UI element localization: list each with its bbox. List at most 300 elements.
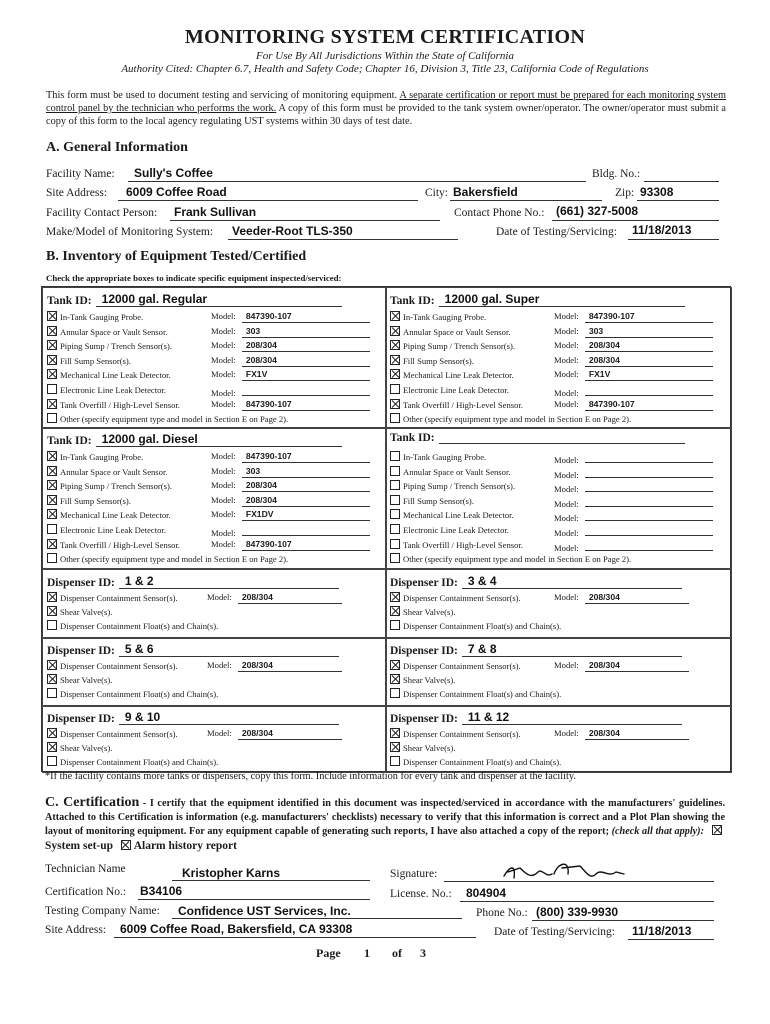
model-label: Model: bbox=[554, 528, 579, 538]
dispenser-id-value[interactable]: 1 & 2 bbox=[119, 574, 339, 589]
equipment-checkbox[interactable] bbox=[390, 524, 400, 534]
dispenser-item-row bbox=[47, 620, 218, 633]
model-label: Model: bbox=[211, 451, 236, 461]
model-value[interactable]: 303 bbox=[585, 326, 713, 338]
equipment-checkbox[interactable] bbox=[390, 756, 400, 766]
intro-paragraph bbox=[46, 89, 726, 128]
tank-item-row bbox=[47, 553, 288, 566]
zip-value[interactable]: 93308 bbox=[640, 185, 674, 199]
equipment-checkbox[interactable] bbox=[390, 384, 400, 394]
equipment-checkbox[interactable] bbox=[47, 728, 57, 738]
model-label: Model: bbox=[211, 340, 236, 351]
equipment-label: Fill Sump Sensor(s). bbox=[403, 355, 474, 366]
company-address-label: Site Address: bbox=[45, 924, 107, 936]
tank-item-row bbox=[47, 413, 288, 426]
dispenser-item-row bbox=[47, 674, 112, 687]
model-field bbox=[211, 480, 370, 492]
dispenser-id-value[interactable]: 11 & 12 bbox=[462, 710, 682, 725]
tank-item-row bbox=[47, 369, 171, 382]
dispenser-id-field bbox=[390, 574, 682, 589]
contact-phone-value[interactable]: (661) 327-5008 bbox=[556, 204, 639, 218]
section-b-heading: B. Inventory of Equipment Tested/Certified bbox=[46, 249, 307, 264]
equipment-grid bbox=[41, 286, 731, 772]
equipment-checkbox[interactable] bbox=[390, 509, 400, 519]
equipment-label: Dispenser Containment Float(s) and Chain(s). bbox=[60, 757, 219, 767]
tank-item-row bbox=[47, 480, 172, 493]
license-value[interactable]: 804904 bbox=[466, 886, 507, 900]
tank-id-value[interactable]: 12000 gal. Regular bbox=[96, 292, 342, 307]
dispenser-box bbox=[385, 569, 732, 639]
model-value[interactable]: 208/304 bbox=[585, 660, 689, 672]
model-value[interactable]: 847390-107 bbox=[242, 311, 370, 323]
dispenser-item-row bbox=[390, 728, 521, 741]
model-label: Model: bbox=[207, 592, 232, 602]
model-value[interactable] bbox=[242, 384, 370, 396]
equipment-label: Dispenser Containment Sensor(s). bbox=[60, 593, 178, 603]
equipment-label: Dispenser Containment Float(s) and Chain(s). bbox=[403, 621, 562, 631]
model-field bbox=[211, 539, 370, 551]
equipment-checkbox[interactable] bbox=[47, 340, 57, 350]
page-total: 3 bbox=[420, 946, 426, 960]
model-field bbox=[554, 495, 713, 509]
tank-item-row bbox=[390, 524, 509, 537]
equipment-checkbox[interactable] bbox=[47, 369, 57, 379]
model-field bbox=[211, 340, 370, 352]
equipment-label: Dispenser Containment Sensor(s). bbox=[403, 593, 521, 603]
model-value[interactable]: FX1DV bbox=[242, 509, 370, 521]
tank-item-row bbox=[390, 384, 509, 397]
tank-box bbox=[385, 287, 732, 429]
model-field bbox=[554, 509, 713, 523]
equipment-checkbox[interactable] bbox=[47, 495, 57, 505]
dispenser-item-row bbox=[47, 592, 178, 605]
tank-id-field bbox=[390, 292, 685, 307]
model-value[interactable] bbox=[585, 509, 713, 521]
equipment-label: Dispenser Containment Float(s) and Chain(s). bbox=[60, 689, 219, 699]
equipment-label: Mechanical Line Leak Detector. bbox=[60, 370, 171, 381]
equipment-checkbox[interactable] bbox=[47, 413, 57, 423]
model-value[interactable]: 208/304 bbox=[242, 495, 370, 507]
tank-item-row bbox=[390, 509, 514, 522]
tank-box bbox=[42, 287, 387, 429]
system-setup-checkbox[interactable] bbox=[712, 825, 722, 835]
technician-signature bbox=[498, 858, 628, 888]
tank-item-row bbox=[47, 539, 180, 552]
tank-id-label: Tank ID: bbox=[47, 435, 92, 447]
model-field bbox=[211, 466, 370, 478]
model-field bbox=[211, 311, 370, 323]
tank-item-row bbox=[390, 495, 474, 508]
tank-item-row bbox=[390, 399, 523, 412]
tank-item-row bbox=[47, 466, 167, 479]
equipment-checkbox[interactable] bbox=[390, 311, 400, 321]
model-value[interactable]: 847390-107 bbox=[242, 399, 370, 411]
tank-item-row bbox=[390, 553, 631, 566]
dispenser-box bbox=[385, 705, 732, 773]
dispenser-item-row bbox=[47, 688, 218, 701]
model-value[interactable]: 208/304 bbox=[238, 728, 342, 740]
model-label: Model: bbox=[554, 469, 579, 480]
equipment-checkbox[interactable] bbox=[47, 742, 57, 752]
equipment-checkbox[interactable] bbox=[390, 592, 400, 602]
model-label: Model: bbox=[554, 592, 579, 602]
model-label: Model: bbox=[211, 388, 236, 398]
dispenser-item-row bbox=[390, 742, 455, 755]
tank-box bbox=[42, 427, 387, 569]
equipment-label: Fill Sump Sensor(s). bbox=[60, 495, 131, 506]
model-label: Model: bbox=[554, 542, 579, 553]
model-label: Model: bbox=[554, 728, 579, 738]
site-address-value[interactable]: 6009 Coffee Road bbox=[126, 185, 227, 199]
dispenser-id-field bbox=[47, 710, 339, 725]
equipment-checkbox[interactable] bbox=[47, 620, 57, 630]
equipment-checkbox[interactable] bbox=[47, 756, 57, 766]
tank-id-value[interactable]: 12000 gal. Diesel bbox=[96, 432, 342, 447]
model-label: Model: bbox=[211, 465, 236, 476]
model-field bbox=[554, 524, 713, 538]
equipment-label: Mechanical Line Leak Detector. bbox=[60, 510, 171, 521]
model-value[interactable]: 208/304 bbox=[242, 355, 370, 367]
dispenser-item-row bbox=[390, 756, 561, 769]
equipment-label: Mechanical Line Leak Detector. bbox=[403, 510, 514, 521]
tank-id-label: Tank ID: bbox=[390, 295, 435, 307]
tank-id-value[interactable]: 12000 gal. Super bbox=[439, 292, 685, 307]
equipment-checkbox[interactable] bbox=[390, 539, 400, 549]
model-value[interactable] bbox=[585, 524, 713, 536]
facility-name-value[interactable]: Sully's Coffee bbox=[134, 166, 213, 180]
equipment-label: In-Tank Gauging Probe. bbox=[403, 312, 487, 322]
equipment-checkbox[interactable] bbox=[390, 413, 400, 423]
equipment-checkbox[interactable] bbox=[390, 451, 400, 461]
tank-item-row bbox=[47, 495, 131, 508]
tank-item-row bbox=[47, 311, 143, 324]
intro-text-1: This form must be used to document testing and servicing of monitoring equipment. bbox=[46, 90, 400, 101]
model-value[interactable]: 208/304 bbox=[585, 340, 713, 352]
contact-phone-label: Contact Phone No.: bbox=[454, 207, 545, 219]
equipment-checkbox[interactable] bbox=[47, 553, 57, 563]
model-field bbox=[554, 539, 713, 553]
equipment-label: Electronic Line Leak Detector. bbox=[403, 525, 509, 535]
model-label: Model: bbox=[207, 660, 232, 670]
equipment-label: Dispenser Containment Sensor(s). bbox=[403, 729, 521, 739]
dispenser-box bbox=[42, 569, 387, 639]
dispenser-id-field bbox=[390, 642, 682, 657]
equipment-checkbox[interactable] bbox=[47, 660, 57, 670]
equipment-checkbox[interactable] bbox=[47, 524, 57, 534]
company-address-value[interactable]: 6009 Coffee Road, Bakersfield, CA 93308 bbox=[120, 922, 353, 936]
equipment-label: Piping Sump / Trench Sensor(s). bbox=[403, 341, 515, 352]
equipment-label: Other (specify equipment type and model in Section E on Page 2). bbox=[403, 554, 632, 565]
section-b-instruction: Check the appropriate boxes to indicate specific equipment inspected/serviced: bbox=[46, 273, 342, 283]
equipment-checkbox[interactable] bbox=[390, 480, 400, 490]
bldg-label: Bldg. No.: bbox=[592, 168, 641, 180]
equipment-label: Shear Valve(s). bbox=[403, 743, 456, 753]
contact-label: Facility Contact Person: bbox=[46, 207, 158, 219]
model-label: Model: bbox=[554, 340, 579, 351]
technician-value[interactable]: Kristopher Karns bbox=[182, 866, 281, 880]
system-setup-label: System set-up bbox=[45, 840, 114, 852]
equipment-checkbox[interactable] bbox=[47, 311, 57, 321]
test-date-label: Date of Testing/Servicing: bbox=[496, 226, 617, 238]
model-field bbox=[207, 660, 342, 672]
equipment-checkbox[interactable] bbox=[390, 326, 400, 336]
model-label: Model: bbox=[554, 325, 579, 336]
equipment-checkbox[interactable] bbox=[390, 399, 400, 409]
equipment-label: Dispenser Containment Float(s) and Chain(s). bbox=[403, 689, 562, 699]
signature-label: Signature: bbox=[390, 868, 438, 880]
model-label: Model: bbox=[554, 660, 579, 670]
model-label: Model: bbox=[554, 354, 579, 365]
model-value[interactable]: 847390-107 bbox=[585, 311, 713, 323]
equipment-label: Shear Valve(s). bbox=[403, 675, 456, 685]
tank-id-field bbox=[47, 432, 342, 447]
equipment-label: Electronic Line Leak Detector. bbox=[60, 525, 166, 535]
equipment-label: Piping Sump / Trench Sensor(s). bbox=[60, 481, 172, 492]
equipment-checkbox[interactable] bbox=[47, 592, 57, 602]
equipment-checkbox[interactable] bbox=[390, 660, 400, 670]
company-value[interactable]: Confidence UST Services, Inc. bbox=[178, 904, 351, 918]
equipment-checkbox[interactable] bbox=[390, 742, 400, 752]
model-field bbox=[211, 326, 370, 338]
equipment-checkbox[interactable] bbox=[47, 451, 57, 461]
tank-item-row bbox=[390, 480, 515, 493]
equipment-checkbox[interactable] bbox=[47, 674, 57, 684]
equipment-checkbox[interactable] bbox=[47, 539, 57, 549]
model-value[interactable] bbox=[585, 480, 713, 492]
equipment-checkbox[interactable] bbox=[390, 688, 400, 698]
equipment-label: In-Tank Gauging Probe. bbox=[403, 452, 487, 462]
model-field bbox=[554, 311, 713, 323]
dispenser-item-row bbox=[390, 660, 521, 673]
company-phone-value[interactable]: (800) 339-9930 bbox=[536, 905, 619, 919]
facility-name-label: Facility Name: bbox=[46, 168, 115, 180]
contact-value[interactable]: Frank Sullivan bbox=[174, 205, 257, 219]
company-date-label: Date of Testing/Servicing: bbox=[494, 926, 615, 938]
equipment-checkbox[interactable] bbox=[47, 355, 57, 365]
model-field bbox=[554, 451, 713, 465]
equipment-checkbox[interactable] bbox=[47, 326, 57, 336]
equipment-label: Piping Sump / Trench Sensor(s). bbox=[60, 341, 172, 352]
model-field bbox=[211, 509, 370, 521]
equipment-label: Annular Space or Vault Sensor. bbox=[60, 466, 168, 477]
city-label: City: bbox=[425, 187, 449, 199]
equipment-checkbox[interactable] bbox=[390, 369, 400, 379]
license-label: License. No.: bbox=[390, 888, 452, 900]
inventory-footnote: *If the facility contains more tanks or dispensers, copy this form. Include information for every tank and dispenser at the facility. bbox=[45, 771, 576, 782]
model-label: Model: bbox=[554, 388, 579, 398]
model-label: Model: bbox=[211, 398, 236, 409]
model-value[interactable]: 208/304 bbox=[238, 660, 342, 672]
dispenser-item-row bbox=[390, 688, 561, 701]
equipment-label: Shear Valve(s). bbox=[60, 675, 113, 685]
dispenser-item-row bbox=[47, 606, 112, 619]
model-value[interactable] bbox=[585, 539, 713, 551]
equipment-checkbox[interactable] bbox=[47, 480, 57, 490]
equipment-label: Electronic Line Leak Detector. bbox=[60, 385, 166, 395]
model-value[interactable] bbox=[585, 495, 713, 507]
company-phone-label: Phone No.: bbox=[476, 907, 528, 919]
model-value[interactable] bbox=[585, 466, 713, 478]
tank-item-row bbox=[47, 355, 131, 368]
equipment-checkbox[interactable] bbox=[390, 620, 400, 630]
company-label: Testing Company Name: bbox=[45, 905, 160, 917]
equipment-label: Annular Space or Vault Sensor. bbox=[403, 326, 511, 337]
test-date-value[interactable]: 11/18/2013 bbox=[632, 223, 692, 237]
section-a-heading: A. General Information bbox=[46, 140, 188, 155]
model-field bbox=[211, 495, 370, 507]
dispenser-id-value[interactable]: 3 & 4 bbox=[462, 574, 682, 589]
technician-label: Technician Name bbox=[45, 863, 126, 875]
certification-text: - I certify that the equipment identified in this document was inspected/serviced in accordance with the manufacturers' guidelines. Attached to this Certification is information (e.g. manufacturers' checklists) necessary to verify that this information is correct and a Plot Plan showing the layout of monitoring equipment. For any equipment capable of generating such reports, I have also attached a copy of the report; bbox=[45, 798, 725, 837]
cert-no-label: Certification No.: bbox=[45, 886, 127, 898]
dispenser-id-value[interactable]: 5 & 6 bbox=[119, 642, 339, 657]
model-field bbox=[211, 384, 370, 398]
tank-item-row bbox=[47, 524, 166, 537]
equipment-label: Tank Overfill / High-Level Sensor. bbox=[60, 399, 180, 410]
equipment-checkbox[interactable] bbox=[390, 728, 400, 738]
company-date-value[interactable]: 11/18/2013 bbox=[632, 924, 692, 938]
model-label: Model: bbox=[211, 325, 236, 336]
model-value[interactable]: 303 bbox=[242, 326, 370, 338]
equipment-label: Annular Space or Vault Sensor. bbox=[403, 466, 511, 477]
intro-text-3: A copy of this form must be provided to the tank system owner/operator. The owner/operator must submit a copy of this form to the local agency regulating UST systems within 30 days of test date. bbox=[46, 103, 726, 127]
dispenser-id-field bbox=[47, 642, 339, 657]
equipment-checkbox[interactable] bbox=[47, 466, 57, 476]
model-value[interactable]: 208/304 bbox=[585, 728, 689, 740]
equipment-label: Dispenser Containment Sensor(s). bbox=[60, 729, 178, 739]
equipment-checkbox[interactable] bbox=[47, 509, 57, 519]
model-field bbox=[554, 660, 689, 672]
model-value[interactable] bbox=[585, 451, 713, 463]
model-field bbox=[207, 728, 342, 740]
dispenser-id-label: Dispenser ID: bbox=[47, 713, 115, 725]
dispenser-id-label: Dispenser ID: bbox=[390, 645, 458, 657]
alarm-history-label: Alarm history report bbox=[133, 840, 237, 852]
equipment-label: Dispenser Containment Float(s) and Chain(s). bbox=[403, 757, 562, 767]
form-subtitle: For Use By All Jurisdictions Within the State of California bbox=[256, 50, 514, 62]
city-value[interactable]: Bakersfield bbox=[453, 185, 518, 199]
tank-item-row bbox=[47, 340, 172, 353]
dispenser-id-label: Dispenser ID: bbox=[47, 645, 115, 657]
model-value[interactable]: 208/304 bbox=[585, 355, 713, 367]
model-label: Model: bbox=[554, 498, 579, 509]
page-number: 1 bbox=[364, 946, 370, 960]
equipment-checkbox[interactable] bbox=[390, 355, 400, 365]
equipment-checkbox[interactable] bbox=[47, 384, 57, 394]
equipment-label: Dispenser Containment Sensor(s). bbox=[60, 661, 178, 671]
model-label: Model: bbox=[211, 528, 236, 538]
equipment-label: Dispenser Containment Float(s) and Chain(s). bbox=[60, 621, 219, 631]
model-field bbox=[554, 355, 713, 367]
tank-item-row bbox=[47, 326, 167, 339]
dispenser-id-value[interactable]: 9 & 10 bbox=[119, 710, 339, 725]
model-field bbox=[554, 326, 713, 338]
equipment-checkbox[interactable] bbox=[390, 553, 400, 563]
model-value[interactable] bbox=[242, 524, 370, 536]
model-field bbox=[554, 340, 713, 352]
equipment-label: Tank Overfill / High-Level Sensor. bbox=[403, 539, 523, 550]
equipment-checkbox[interactable] bbox=[47, 399, 57, 409]
model-field bbox=[211, 369, 370, 381]
equipment-checkbox[interactable] bbox=[390, 495, 400, 505]
model-label: Model: bbox=[554, 513, 579, 524]
model-field bbox=[554, 384, 713, 398]
dispenser-item-row bbox=[390, 606, 455, 619]
model-value[interactable]: 208/304 bbox=[585, 592, 689, 604]
equipment-checkbox[interactable] bbox=[47, 688, 57, 698]
dispenser-box bbox=[42, 705, 387, 773]
dispenser-id-label: Dispenser ID: bbox=[390, 713, 458, 725]
model-field bbox=[554, 480, 713, 494]
model-value[interactable]: 303 bbox=[242, 466, 370, 478]
model-label: Model: bbox=[207, 728, 232, 738]
tank-id-field bbox=[390, 432, 685, 444]
authority-line: Authority Cited: Chapter 6.7, Health and Safety Code; Chapter 16, Division 3, Title 23, California Code of Regulations bbox=[121, 63, 649, 75]
model-value[interactable]: FX1V bbox=[242, 369, 370, 381]
model-value[interactable]: 208/304 bbox=[238, 592, 342, 604]
site-address-label: Site Address: bbox=[46, 187, 108, 199]
cert-no-value[interactable]: B34106 bbox=[140, 884, 183, 898]
model-label: Model: bbox=[554, 484, 579, 495]
make-model-label: Make/Model of Monitoring System: bbox=[46, 226, 214, 238]
alarm-history-checkbox[interactable] bbox=[121, 840, 131, 850]
model-label: Model: bbox=[554, 398, 579, 409]
equipment-checkbox[interactable] bbox=[390, 340, 400, 350]
dispenser-id-label: Dispenser ID: bbox=[390, 577, 458, 589]
tank-box bbox=[385, 427, 732, 569]
zip-label: Zip: bbox=[615, 187, 635, 199]
equipment-label: Fill Sump Sensor(s). bbox=[60, 355, 131, 366]
check-note: (check all that apply): bbox=[611, 826, 704, 837]
equipment-checkbox[interactable] bbox=[47, 606, 57, 616]
model-field bbox=[554, 466, 713, 480]
model-value[interactable]: 847390-107 bbox=[585, 399, 713, 411]
dispenser-item-row bbox=[390, 592, 521, 605]
model-field bbox=[211, 451, 370, 463]
dispenser-item-row bbox=[390, 674, 455, 687]
tank-id-field bbox=[47, 292, 342, 307]
model-field bbox=[211, 399, 370, 411]
model-label: Model: bbox=[211, 311, 236, 321]
equipment-label: Other (specify equipment type and model in Section E on Page 2). bbox=[403, 414, 632, 425]
tank-item-row bbox=[390, 539, 523, 552]
equipment-label: Annular Space or Vault Sensor. bbox=[60, 326, 168, 337]
model-field bbox=[554, 399, 713, 411]
model-value[interactable]: 847390-107 bbox=[242, 539, 370, 551]
make-model-value[interactable]: Veeder-Root TLS-350 bbox=[232, 224, 353, 238]
equipment-label: Shear Valve(s). bbox=[60, 607, 113, 617]
model-label: Model: bbox=[211, 480, 236, 491]
equipment-checkbox[interactable] bbox=[390, 466, 400, 476]
equipment-checkbox[interactable] bbox=[390, 606, 400, 616]
dispenser-id-value[interactable]: 7 & 8 bbox=[462, 642, 682, 657]
certification-paragraph bbox=[45, 796, 725, 854]
dispenser-id-field bbox=[47, 574, 339, 589]
model-field bbox=[554, 728, 689, 740]
tank-item-row bbox=[390, 326, 510, 339]
tank-id-label: Tank ID: bbox=[390, 432, 435, 444]
equipment-checkbox[interactable] bbox=[390, 674, 400, 684]
equipment-label: Piping Sump / Trench Sensor(s). bbox=[403, 481, 515, 492]
tank-item-row bbox=[47, 451, 143, 464]
model-value[interactable]: 847390-107 bbox=[242, 451, 370, 463]
model-value[interactable]: 208/304 bbox=[242, 340, 370, 352]
equipment-label: Mechanical Line Leak Detector. bbox=[403, 370, 514, 381]
model-value[interactable]: FX1V bbox=[585, 369, 713, 381]
tank-id-value[interactable] bbox=[439, 443, 685, 444]
model-value[interactable] bbox=[585, 384, 713, 396]
model-value[interactable]: 208/304 bbox=[242, 480, 370, 492]
